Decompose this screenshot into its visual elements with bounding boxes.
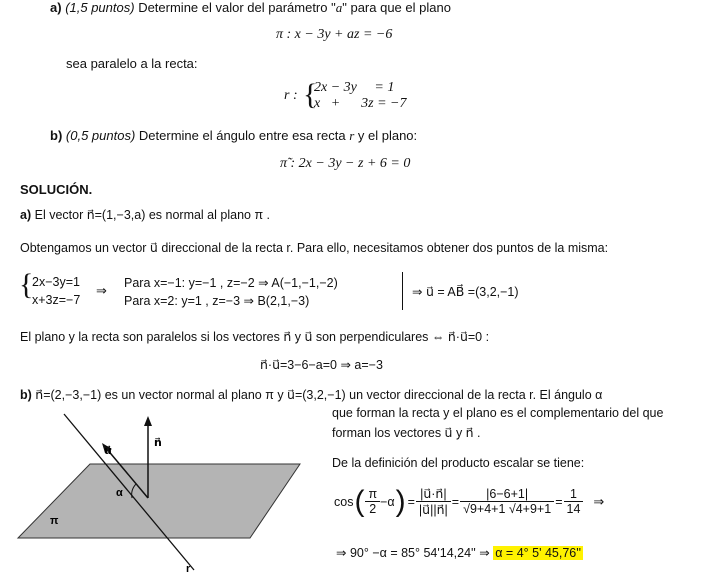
fraction-1 — [416, 486, 451, 517]
final-result — [336, 545, 583, 560]
line-r-brace: { — [303, 78, 318, 111]
open-paren: ( — [354, 484, 365, 518]
fraction-3-num: 1 — [564, 487, 584, 502]
part-a-prompt-pre: Determine el valor del parámetro " — [138, 0, 336, 15]
part-b-statement — [50, 128, 417, 144]
eq-sign-2: = — [451, 494, 460, 509]
plane-pi-tilde-equation: π̃ : 2x − 3y − z + 6 = 0 — [280, 156, 411, 171]
close-paren: ) — [395, 484, 406, 518]
part-a-statement — [50, 0, 451, 16]
pi-over-2 — [365, 487, 380, 516]
solution-a-label: a) — [20, 208, 32, 222]
final-result-highlight: α = 4° 5' 45,76'' — [495, 546, 581, 560]
solution-a-line — [20, 207, 270, 222]
line-r-eq1: 2x − 3y = 1 — [314, 80, 395, 95]
point-a-line: Para x=−1: y=−1 , z=−2 ⇒ A(−1,−1,−2) — [124, 276, 338, 290]
perpendicular-line: El plano y la recta son paralelos si los vectores n⃗ y u⃗ son perpendiculares ⇔ n⃗·u⃗=0 : — [20, 330, 490, 344]
solution-b-line — [20, 387, 602, 402]
final-result-pre: ⇒ 90° −α = 85° 54'14,24'' ⇒ — [336, 546, 494, 560]
system-eq1: 2x−3y=1 — [32, 275, 80, 289]
solution-b-label: b) — [20, 388, 32, 402]
u-label: u⃗ — [104, 445, 112, 457]
part-a-prompt-post: " para que el plano — [342, 0, 451, 15]
point-b-line: Para x=2: y=1 , z=−3 ⇒ B(2,1,−3) — [124, 294, 310, 308]
plane-line-figure — [0, 410, 330, 582]
cos-text: cos — [334, 494, 354, 509]
part-b-label: b) — [50, 128, 63, 143]
fraction-1-den: |u⃗||n⃗| — [418, 503, 448, 517]
eq-sign-3: = — [555, 494, 563, 509]
part-b-r: r — [349, 128, 355, 143]
line-r-eq2: x + 3z = −7 — [314, 96, 407, 111]
solution-b-cont2: forman los vectores u⃗ y n⃗ . — [332, 426, 481, 440]
eq-sign-1: = — [407, 494, 415, 509]
separator-bar — [402, 272, 403, 310]
system-eq2: x+3z=−7 — [32, 293, 81, 307]
fraction-2-num: |6−6+1| — [460, 487, 554, 502]
fraction-2-den: √9+4+1 √4+9+1 — [463, 502, 552, 516]
part-a-label: a) — [50, 0, 62, 15]
fraction-2 — [460, 487, 554, 516]
pi-den: 2 — [369, 502, 377, 516]
minus-alpha: −α — [380, 494, 395, 509]
fraction-1-num: |u⃗·n⃗| — [416, 486, 451, 502]
fraction-3 — [564, 487, 584, 516]
r-label: r — [186, 563, 191, 575]
implies-arrow: ⇒ — [593, 493, 605, 509]
solution-heading: SOLUCIÓN. — [20, 182, 93, 197]
n-label: n⃗ — [154, 437, 162, 449]
part-b-prompt-pre: Determine el ángulo entre esa recta — [138, 128, 350, 143]
obtain-line: Obtengamos un vector u⃗ direccional de la recta r. Para ello, necesitamos obtener dos puntos de la misma: — [20, 241, 609, 255]
solution-b-text: n⃗=(2,−3,−1) es un vector normal al plano π y u⃗=(3,2,−1) un vector direccional de la recta r. El ángulo α — [35, 388, 603, 402]
system-arrow: ⇒ — [96, 283, 107, 298]
vector-n-arrowhead — [144, 416, 152, 426]
definition-line: De la definición del producto escalar se tiene: — [332, 456, 585, 470]
pi-num: π — [365, 487, 380, 502]
fraction-3-den: 14 — [566, 502, 581, 516]
plane-pi-equation: π : x − 3y + az = −6 — [276, 27, 393, 42]
pi-label: π — [50, 515, 59, 527]
system-brace: { — [19, 268, 34, 301]
part-b-points: (0,5 puntos) — [65, 128, 136, 143]
part-a-param: a — [335, 0, 343, 15]
part-a-points: (1,5 puntos) — [65, 0, 135, 15]
direction-vector: ⇒ u⃗ = AB⃗ =(3,2,−1) — [412, 285, 519, 299]
part-b-prompt-post: y el plano: — [354, 128, 418, 143]
cos-formula — [334, 486, 604, 517]
line-r-prefix: r : — [284, 88, 298, 103]
solution-a-text: El vector n⃗=(1,−3,a) es normal al plano π . — [34, 208, 271, 222]
alpha-label: α — [116, 487, 123, 499]
parallel-text: sea paralelo a la recta: — [66, 56, 198, 71]
solution-b-cont1: que forman la recta y el plano es el complementario del que — [332, 406, 664, 420]
dot-product-result: n⃗·u⃗=3−6−a=0 ⇒ a=−3 — [260, 358, 383, 372]
plane-shape — [18, 464, 300, 538]
